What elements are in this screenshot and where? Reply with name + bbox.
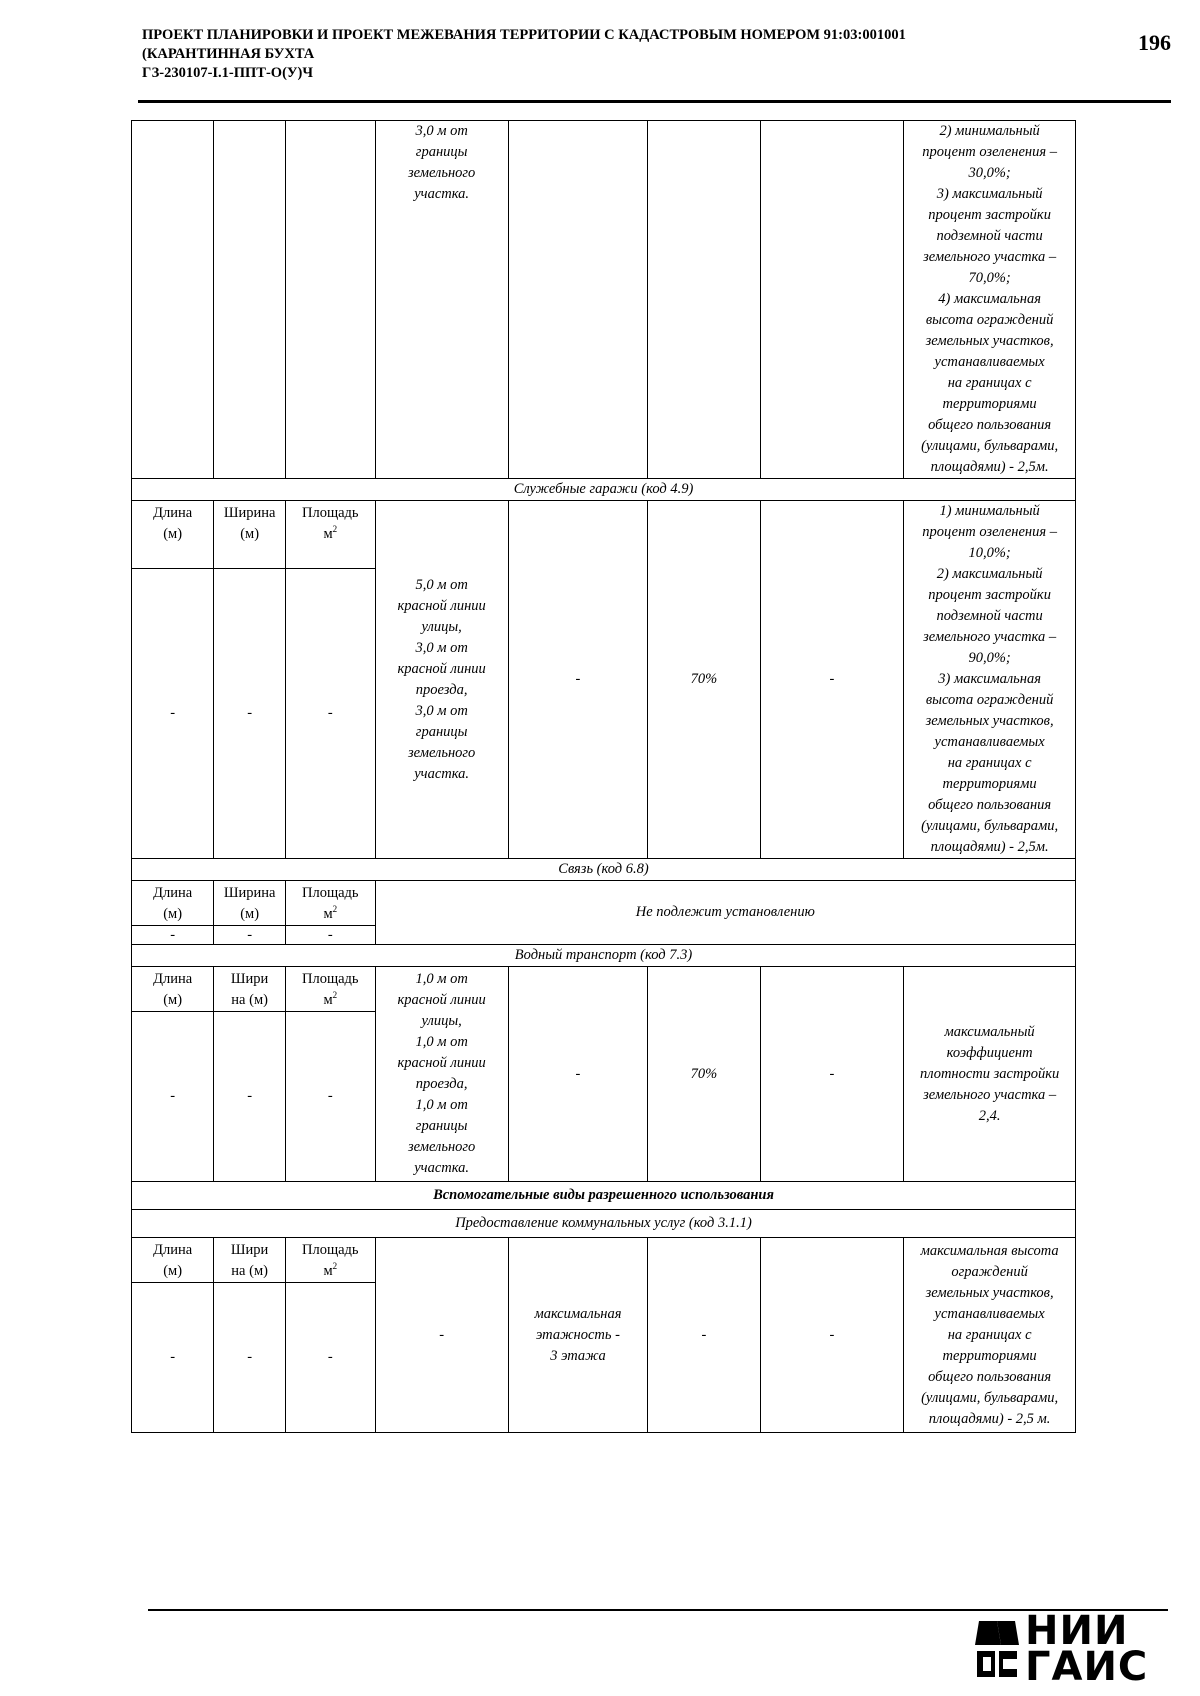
setback-cell: 5,0 м от красной линии улицы, 3,0 м от красной линии проезда, 3,0 м от границы земельного участка. — [375, 501, 508, 859]
col-area-header: Площадь $м^2$ — [286, 881, 376, 926]
section-title-utilities: Предоставление коммунальных услуг (код 3.1.1) — [132, 1210, 1076, 1238]
auxiliary-uses-title: Вспомогательные виды разрешенного использования — [132, 1182, 1076, 1210]
area-value: - — [286, 926, 376, 945]
col-length-header: Длина (м) — [132, 501, 214, 569]
header-title-line3: ГЗ-230107-I.1-ППТ-О(У)Ч — [142, 65, 314, 81]
table-row — [132, 121, 1076, 479]
company-logo — [973, 1608, 1173, 1690]
col-width-header: Ширина (м) — [214, 501, 286, 569]
section-title-row — [132, 479, 1076, 501]
coverage-cell: 70% — [648, 501, 760, 859]
floors-cell: - — [508, 501, 647, 859]
params-cell: 1) минимальный процент озеленения – 10,0%; 2) максимальный процент застройки подземной части земельного участка – 90,0%; 3) максимальная высота ограждений земельных участков, устанавливаемых на границах с территориями общего пользования (улицами, бульварами, площадями) - 2,5м. — [904, 501, 1076, 859]
table-row — [132, 881, 1076, 926]
length-value: - — [132, 1283, 214, 1433]
length-value: - — [132, 926, 214, 945]
col-area-header: Площадь $м^2$ — [286, 967, 376, 1012]
table-row — [132, 1238, 1076, 1283]
coverage-cell: - — [648, 1238, 760, 1433]
not-established-note: Не подлежит установлению — [375, 881, 1075, 945]
section-title-row — [132, 1210, 1076, 1238]
area-value: - — [286, 1283, 376, 1433]
col-length-header: Длина (м) — [132, 1238, 214, 1283]
width-value: - — [214, 1283, 286, 1433]
table-row — [132, 967, 1076, 1012]
length-value: - — [132, 1012, 214, 1182]
params-cell: максимальный коэффициент плотности застройки земельного участка – 2,4. — [904, 967, 1076, 1182]
header-rule — [138, 100, 1171, 103]
col-width-header: Шири на (м) — [214, 1238, 286, 1283]
extra-cell: - — [760, 967, 904, 1182]
col-area-header: Площадь $м^2$ — [286, 501, 376, 569]
width-value: - — [214, 569, 286, 859]
section-title-row — [132, 859, 1076, 881]
area-value: - — [286, 569, 376, 859]
col-area-header: Площадь $м^2$ — [286, 1238, 376, 1283]
table-row — [132, 501, 1076, 569]
logo-mark-icon — [973, 1615, 1021, 1681]
section-title-row — [132, 1182, 1076, 1210]
document-header — [142, 26, 1092, 83]
length-value: - — [132, 569, 214, 859]
floors-cell: максимальная этажность - 3 этажа — [508, 1238, 647, 1433]
params-cell: максимальная высота ограждений земельных участков, устанавливаемых на границах с территориями общего пользования (улицами, бульварами, площадями) - 2,5 м. — [904, 1238, 1076, 1433]
header-title-line1: ПРОЕКТ ПЛАНИРОВКИ И ПРОЕКТ МЕЖЕВАНИЯ ТЕРРИТОРИИ С КАДАСТРОВЫМ НОМЕРОМ 91:03:001001 — [142, 27, 906, 43]
section-title-communication: Связь (код 6.8) — [132, 859, 1076, 881]
col-length-header: Длина (м) — [132, 881, 214, 926]
col-width-header: Ширина (м) — [214, 881, 286, 926]
footer-rule — [148, 1609, 1168, 1611]
section-title-water: Водный транспорт (код 7.3) — [132, 945, 1076, 967]
section-title-garages: Служебные гаражи (код 4.9) — [132, 479, 1076, 501]
page-number: 196 — [1138, 30, 1171, 55]
area-value: - — [286, 1012, 376, 1182]
setback-cell: 1,0 м от красной линии улицы, 1,0 м от красной линии проезда, 1,0 м от границы земельного участка. — [375, 967, 508, 1182]
width-value: - — [214, 1012, 286, 1182]
header-title-line2: (КАРАНТИННАЯ БУХТА — [142, 46, 315, 62]
setback-cell: - — [375, 1238, 508, 1433]
width-value: - — [214, 926, 286, 945]
col-length-header: Длина (м) — [132, 967, 214, 1012]
col-width-header: Шири на (м) — [214, 967, 286, 1012]
logo-text-line2: ГАИС — [1025, 1644, 1149, 1690]
extra-cell: - — [760, 501, 904, 859]
logo-text-line1: НИИ — [1025, 1608, 1129, 1654]
extra-cell: - — [760, 1238, 904, 1433]
params-cell: 2) минимальный процент озеленения – 30,0%; 3) максимальный процент застройки подземной части земельного участка – 70,0%; 4) максимальная высота ограждений земельных участков, устанавливаемых на границах с территориями общего пользования (улицами, бульварами, площадями) - 2,5м. — [904, 121, 1076, 479]
regulations-table — [131, 120, 1076, 1433]
coverage-cell: 70% — [648, 967, 760, 1182]
floors-cell: - — [508, 967, 647, 1182]
section-title-row — [132, 945, 1076, 967]
setback-cell: 3,0 м от границы земельного участка. — [375, 121, 508, 479]
